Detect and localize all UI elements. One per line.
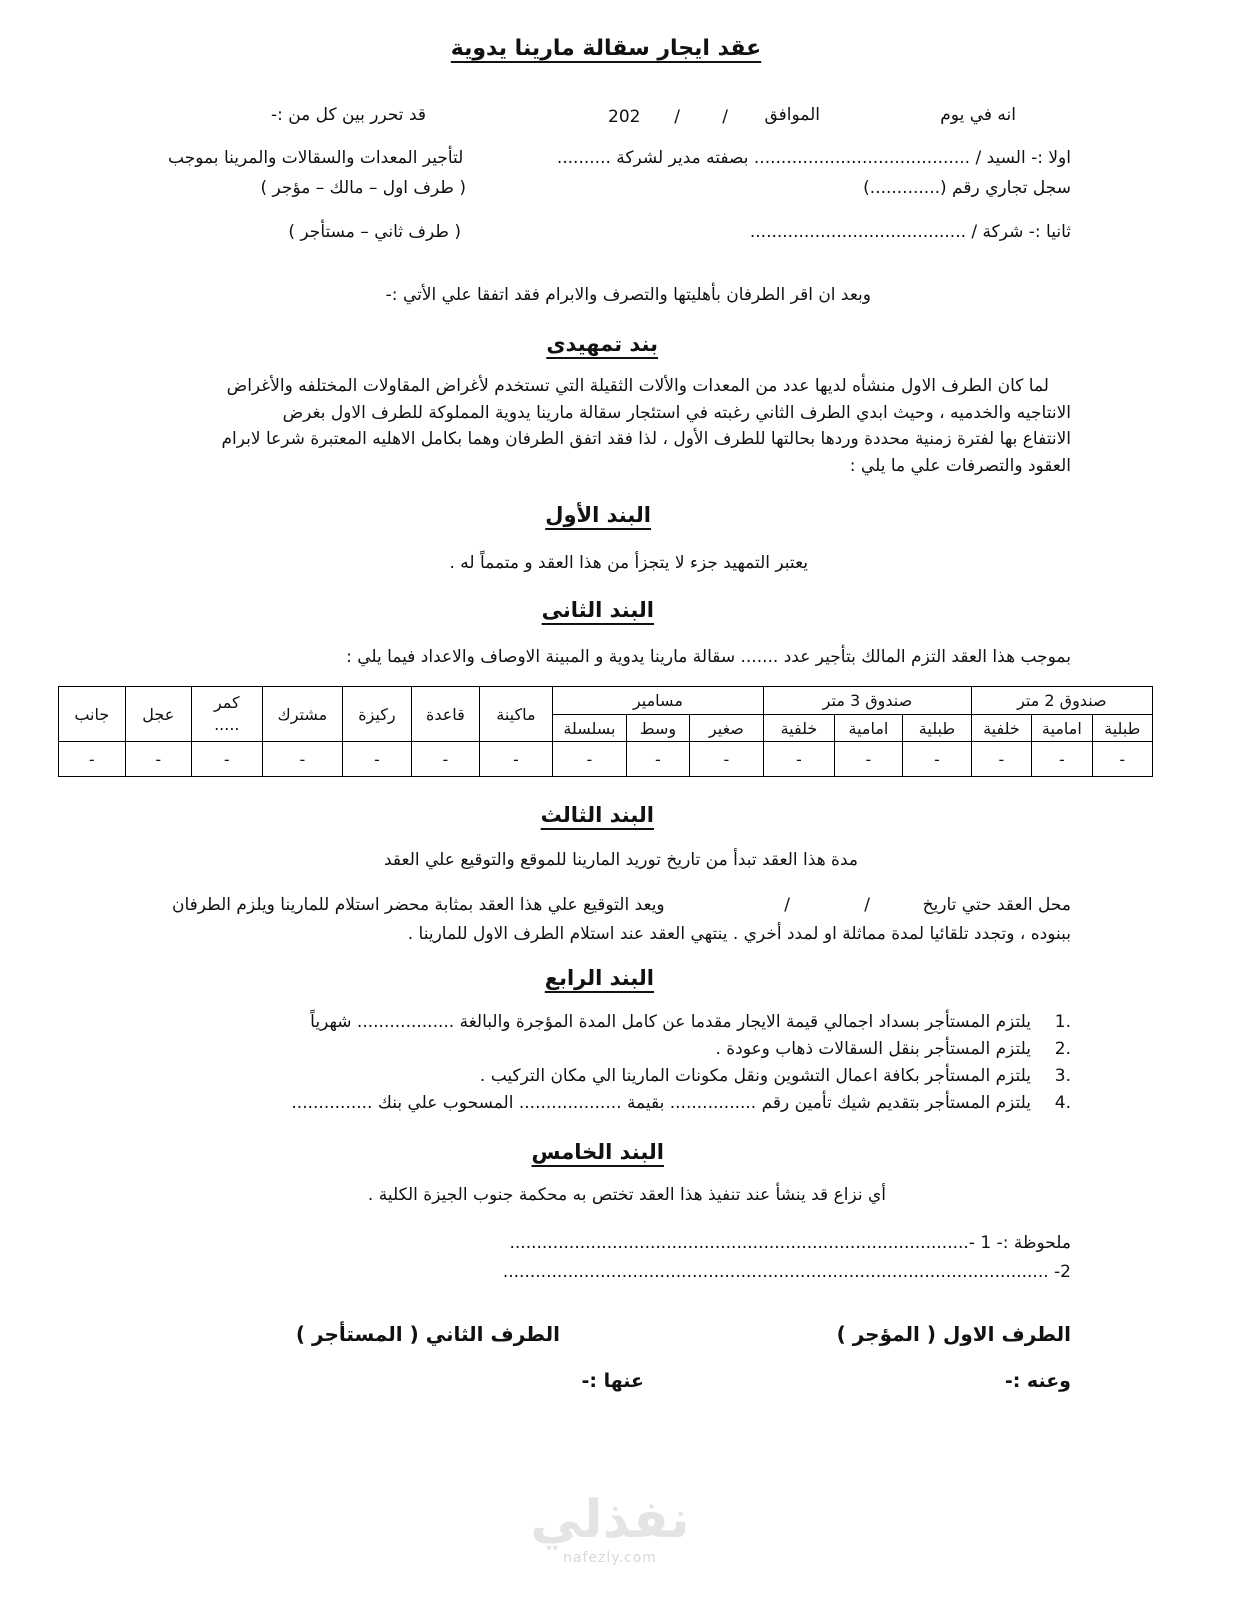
header-base: قاعدة (411, 687, 480, 742)
header-box-3m: صندوق 3 متر (764, 687, 972, 715)
table-cell: - (764, 742, 835, 777)
clause4-list (141, 1012, 1071, 1120)
table-cell: - (59, 742, 126, 777)
table-cell: - (971, 742, 1031, 777)
header-machine: ماكينة (480, 687, 553, 742)
intro-corresponding-label: الموافق (764, 105, 820, 125)
header-kamar-label: كمر (213, 693, 240, 712)
header-wheel: عجل (125, 687, 191, 742)
header-box-2m: صندوق 2 متر (971, 687, 1152, 715)
clause3-duration: مدة هذا العقد تبدأ من تاريخ توريد المارينا للموقع والتوقيع علي العقد (383, 850, 858, 870)
table-cell: - (627, 742, 689, 777)
subheader-box2-back: خلفية (971, 715, 1031, 742)
clause5-text: أي نزاع قد ينشأ عند تنفيذ هذا العقد تختص به محكمة جنوب الجيزة الكلية . (367, 1185, 886, 1205)
clause2-text: بموجب هذا العقد التزم المالك بتأجير عدد ....... سقالة مارينا يدوية و المبينة الاوصاف والاعداد فيما يلي : (346, 647, 1071, 667)
table-cell: - (903, 742, 972, 777)
table-cell: - (343, 742, 412, 777)
table-cell: - (411, 742, 480, 777)
clause3-heading: البند الثالث (540, 803, 654, 827)
agreement-statement: وبعد ان اقر الطرفان بأهليتها والتصرف والابرام فقد اتفقا علي الأتي :- (385, 285, 871, 305)
signature-first-party: الطرف الاول ( المؤجر ) (836, 1322, 1071, 1346)
subheader-box3-tray: طبلية (903, 715, 972, 742)
equipment-table (58, 686, 1153, 777)
list-item-number: 1. (1054, 1012, 1071, 1032)
subheader-box3-front: امامية (834, 715, 903, 742)
clause3-date-slash-1: / (864, 895, 870, 915)
subheader-box3-back: خلفية (764, 715, 835, 742)
preamble-line-3: الانتفاع بها لفترة زمنية محددة وردها بحالتها للطرف الأول ، لذا فقد اتفق الطرفان وهما بكامل الاهليه المعتبرة شرعا لابرام (221, 429, 1071, 449)
table-cell: - (552, 742, 627, 777)
table-cell: - (480, 742, 553, 777)
watermark-logo: نفذلي (530, 1490, 690, 1550)
signature-second-party: الطرف الثاني ( المستأجر ) (295, 1322, 560, 1346)
table-cell: - (125, 742, 191, 777)
intro-year: 202 (608, 107, 641, 127)
subheader-box2-tray: طبلية (1092, 715, 1152, 742)
clause2-heading: البند الثانى (541, 598, 654, 622)
preamble-line-1: لما كان الطرف الاول منشأه لديها عدد من المعدات والألات الثقيلة التي تستخدم لأغراض المقاولات المختلفه والأغراض (226, 376, 1049, 396)
header-side: جانب (59, 687, 126, 742)
party1-role: ( طرف اول – مالك – مؤجر ) (260, 178, 466, 198)
list-item (141, 1066, 1071, 1093)
party2-company: ثانيا :- شركة / ........................................ (749, 222, 1071, 242)
list-item-number: 3. (1054, 1066, 1071, 1086)
list-item-text: يلتزم المستأجر بتقديم شيك تأمين رقم ................ بقيمة ................... المسحوب علي بنك ............... (291, 1093, 1031, 1113)
list-item-number: 2. (1054, 1039, 1071, 1059)
preamble-heading: بند تمهيدى (546, 332, 658, 356)
intro-date-slash-1: / (722, 107, 728, 127)
subheader-nails-small: صغير (689, 715, 764, 742)
subheader-nails-medium: وسط (627, 715, 689, 742)
party2-role: ( طرف ثاني – مستأجر ) (288, 222, 461, 242)
table-cell: - (689, 742, 764, 777)
table-cell: - (192, 742, 263, 777)
document-title: عقد ايجار سقالة مارينا يدوية (450, 36, 762, 61)
watermark (520, 1490, 700, 1566)
party1-line1-end: لتأجير المعدات والسقالات والمرينا بموجب (168, 148, 464, 168)
subheader-nails-chain: بسلسلة (552, 715, 627, 742)
signature-for-second-party: عنها :- (581, 1370, 644, 1392)
note-line-2: 2- ..................................................................................................... (502, 1262, 1071, 1282)
table-cell: - (262, 742, 343, 777)
table-cell: - (834, 742, 903, 777)
clause5-heading: البند الخامس (531, 1140, 664, 1164)
list-item-text: يلتزم المستأجر بنقل السقالات ذهاب وعودة . (715, 1039, 1031, 1059)
header-kamar-dots: ..... (214, 715, 240, 734)
header-nails: مسامير (552, 687, 764, 715)
list-item-text: يلتزم المستأجر بسداد اجمالي قيمة الايجار مقدما عن كامل المدة المؤجرة والبالغة .................. شهرياً (310, 1012, 1031, 1032)
intro-between-label: قد تحرر بين كل من :- (270, 105, 426, 125)
party1-line1-start: اولا :- السيد / ........................................ بصفته مدير لشركة .......... (556, 148, 1071, 168)
table-cell: - (1032, 742, 1092, 777)
table-cell: - (1092, 742, 1152, 777)
clause3-line2-end: ويعد التوقيع علي هذا العقد بمثابة محضر استلام للمارينا ويلزم الطرفان (172, 895, 665, 915)
header-shared: مشترك (262, 687, 343, 742)
intro-day-label: انه في يوم (940, 105, 1016, 125)
list-item (141, 1039, 1071, 1066)
preamble-line-4: العقود والتصرفات علي ما يلي : (849, 455, 1071, 476)
subheader-box2-front: امامية (1032, 715, 1092, 742)
clause4-heading: البند الرابع (544, 966, 654, 990)
header-pillar: ركيزة (343, 687, 412, 742)
preamble-line-2: الانتاجيه والخدميه ، وحيث ابدي الطرف الثاني رغبته في استئجار سقالة مارينا يدوية المملوكة للطرف الاول بغرض (282, 402, 1071, 423)
note-line-1: ملحوظة :- 1 -..................................................................................... (509, 1233, 1071, 1253)
clause1-heading: البند الأول (545, 503, 651, 527)
preamble-paragraph (151, 373, 1071, 479)
watermark-url: nafezly.com (563, 1550, 657, 1566)
party1-commercial-registration: سجل تجاري رقم (.............) (863, 178, 1071, 198)
signature-for-first-party: وعنه :- (1004, 1370, 1071, 1392)
clause3-line3: ببنوده ، وتجدد تلقائيا لمدة مماثلة او لمدد أخري . ينتهي العقد عند استلام الطرف الاول للمارينا . (407, 924, 1071, 944)
clause1-text: يعتبر التمهيد جزء لا يتجزأ من هذا العقد و متمماً له . (449, 553, 808, 573)
clause3-until-date: محل العقد حتي تاريخ (922, 895, 1071, 915)
list-item-number: 4. (1054, 1093, 1071, 1113)
list-item-text: يلتزم المستأجر بكافة اعمال التشوين ونقل مكونات المارينا الي مكان التركيب . (479, 1066, 1031, 1086)
list-item (141, 1093, 1071, 1120)
clause3-date-slash-2: / (784, 895, 790, 915)
list-item (141, 1012, 1071, 1039)
header-kamar (192, 687, 263, 742)
intro-date-slash-2: / (674, 107, 680, 127)
